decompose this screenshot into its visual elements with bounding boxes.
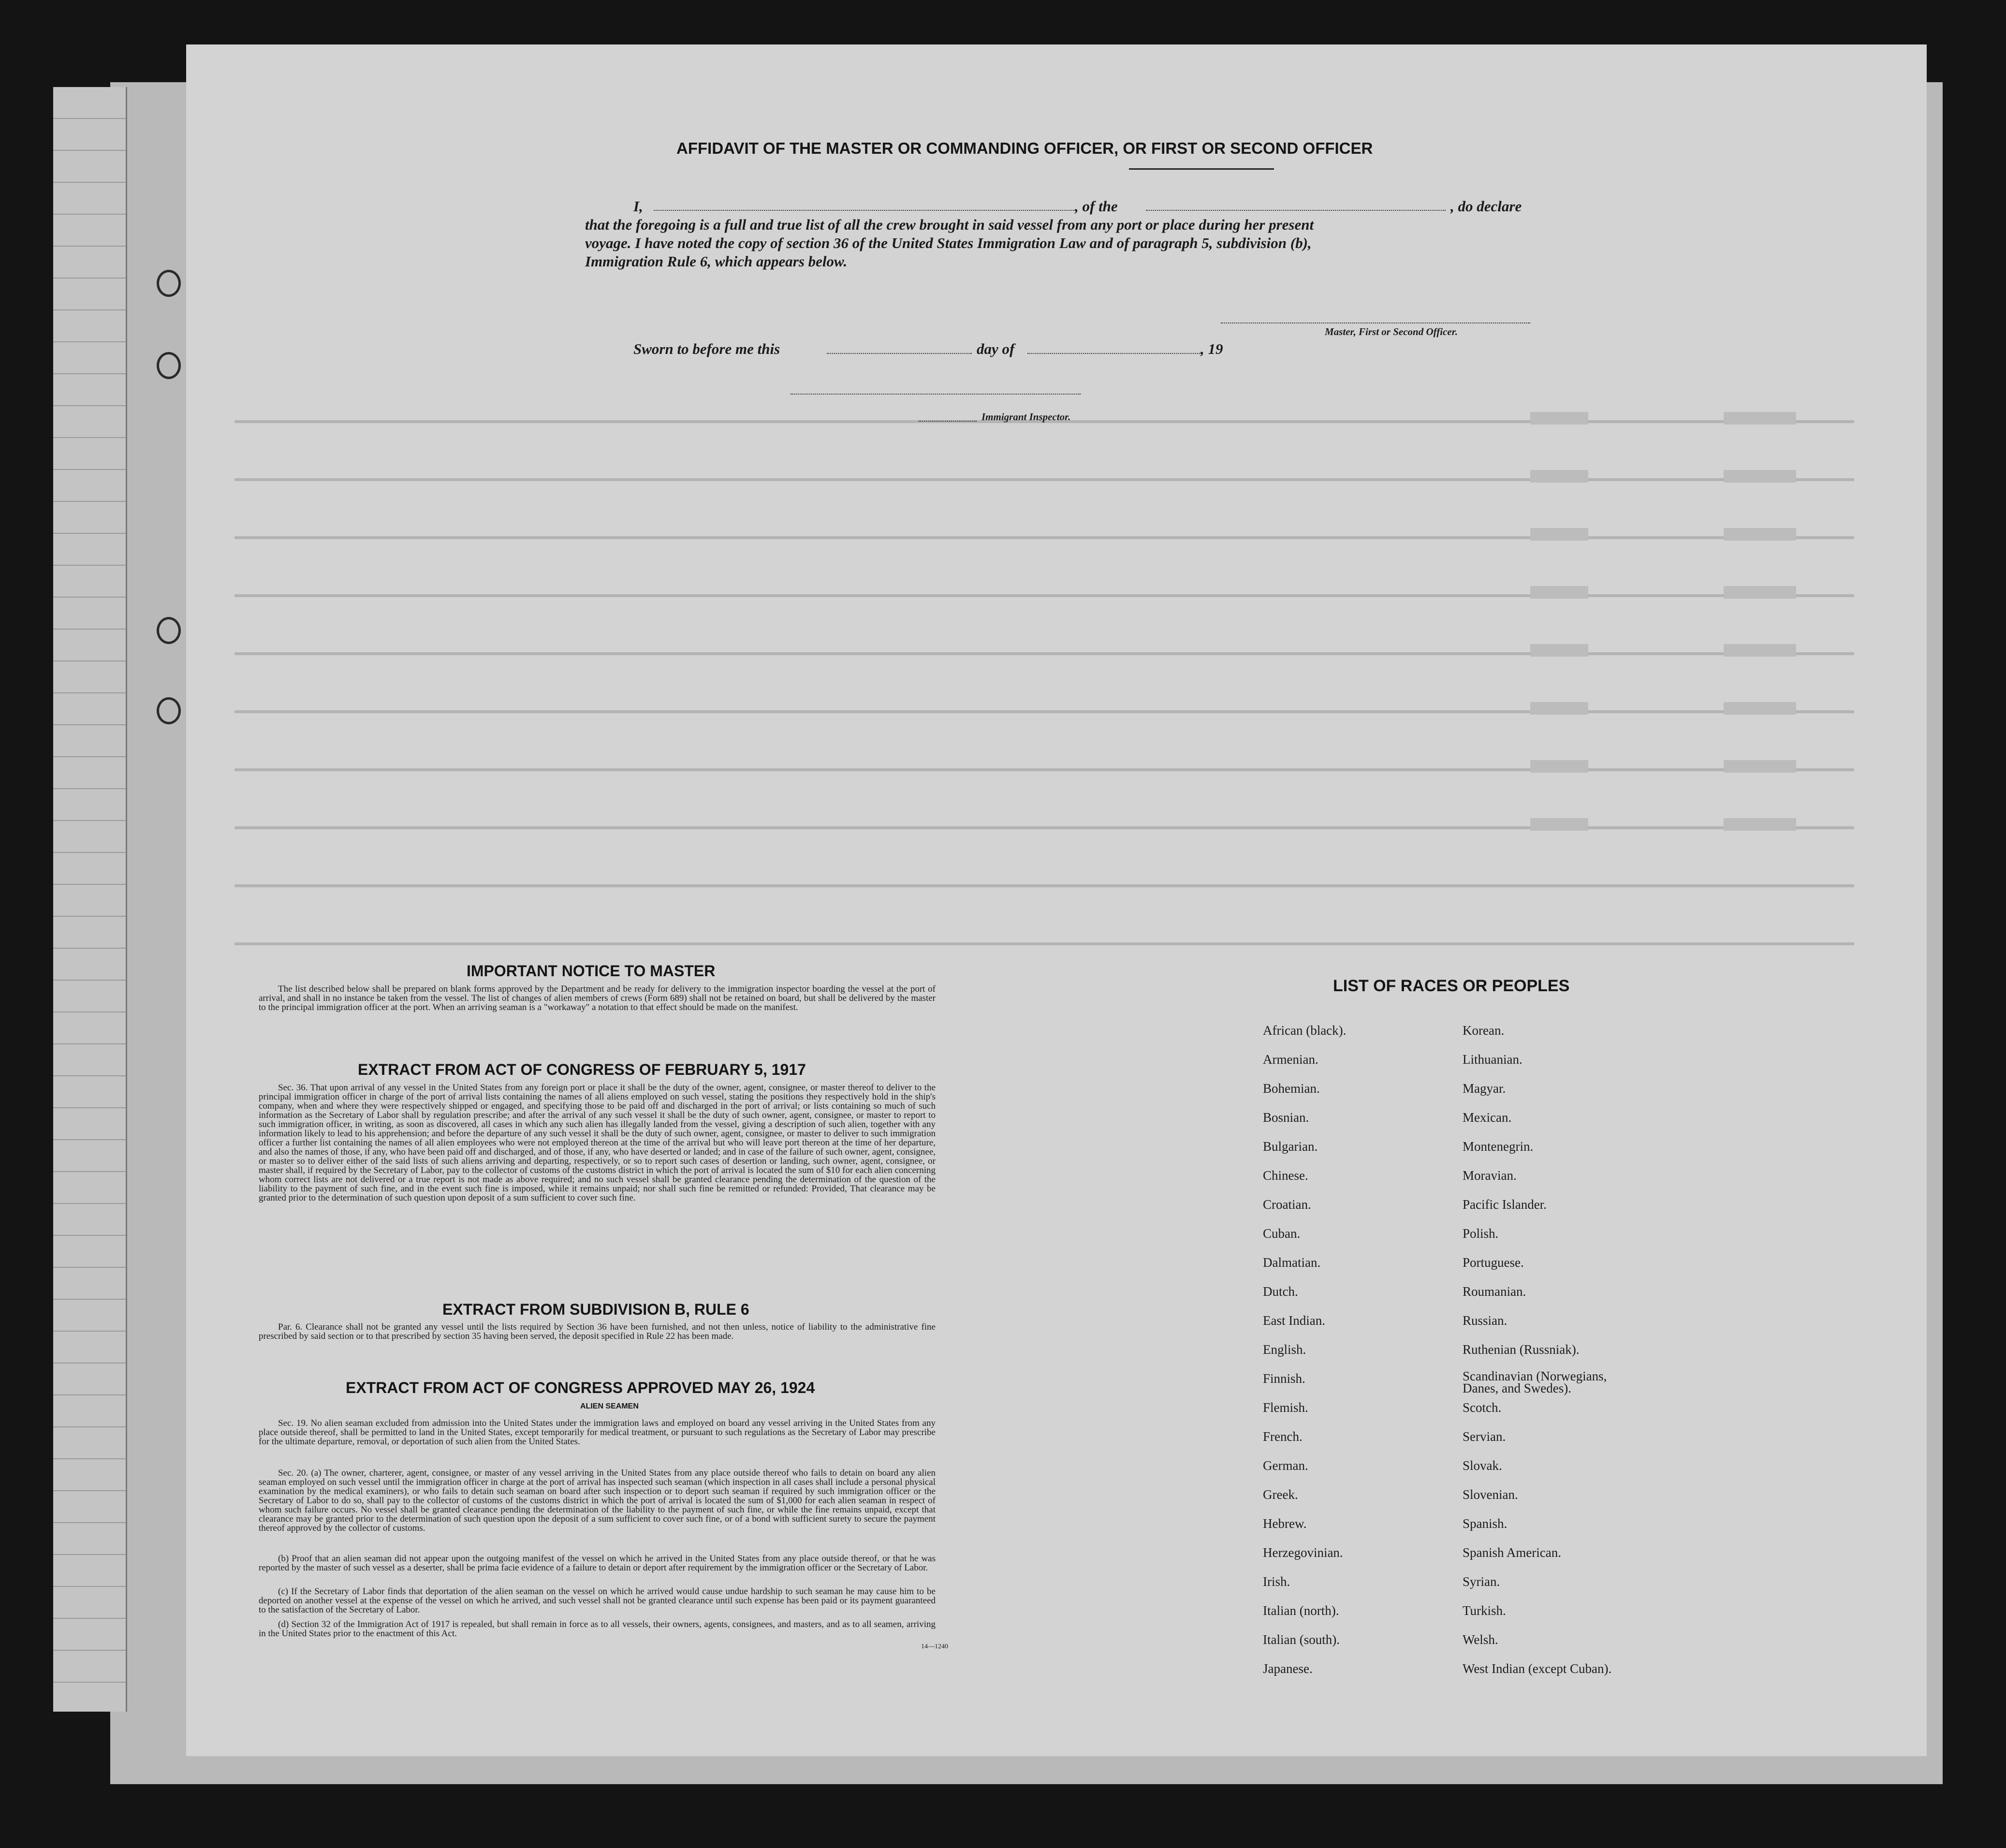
sworn-day-line	[827, 353, 972, 354]
race-item: Montenegrin.	[1463, 1139, 1534, 1154]
race-item: Italian (south).	[1263, 1632, 1340, 1647]
race-item: Syrian.	[1463, 1574, 1500, 1589]
inspector-signature-line	[791, 394, 1081, 395]
race-item: Hebrew.	[1263, 1516, 1307, 1531]
race-item: Croatian.	[1263, 1197, 1311, 1212]
declaration-of-the: , of the	[1075, 198, 1118, 215]
race-item: Dutch.	[1263, 1284, 1298, 1299]
race-item: Flemish.	[1263, 1400, 1308, 1415]
race-item: Bohemian.	[1263, 1081, 1320, 1096]
race-item: Slovak.	[1463, 1458, 1502, 1473]
form-number: 14—1240	[921, 1643, 948, 1650]
race-item: Moravian.	[1463, 1168, 1517, 1183]
race-item: East Indian.	[1263, 1313, 1325, 1328]
race-item: Turkish.	[1463, 1603, 1506, 1618]
race-item: Korean.	[1463, 1023, 1505, 1038]
declaration-line-2: that the foregoing is a full and true list of all the crew brought in said vessel from any port or place during her present	[585, 216, 1314, 233]
race-item: Magyar.	[1463, 1081, 1506, 1096]
sworn-month-line	[1027, 353, 1201, 354]
notice-text: The list described below shall be prepared on blank forms approved by the Department and be ready for delivery to the immigration inspector boarding the vessel at the port of arrival, and shall in no instance be taken from the vessel. The list of changes of alien members of crews (Form 689) shall not be retained on board, but shall be delivered by the master to the principal immigration officer at the port. When an arriving seaman is a "workaway" a notation to that effect should be made on the manifest.	[259, 984, 936, 1012]
punch-hole	[157, 617, 181, 644]
race-item: Bosnian.	[1263, 1110, 1309, 1125]
extract-rule6-title: EXTRACT FROM SUBDIVISION B, RULE 6	[442, 1301, 749, 1318]
race-item: Chinese.	[1263, 1168, 1308, 1183]
race-item: Lithuanian.	[1463, 1052, 1523, 1067]
race-item: English.	[1263, 1342, 1306, 1357]
signature-label: Master, First or Second Officer.	[1325, 326, 1458, 337]
binding-strip	[53, 87, 127, 1712]
extract-1924-title: EXTRACT FROM ACT OF CONGRESS APPROVED MAY 26, 1924	[346, 1379, 815, 1396]
affidavit-title: AFFIDAVIT OF THE MASTER OR COMMANDING OFFICER, OR FIRST OR SECOND OFFICER	[676, 139, 1373, 157]
race-item: Japanese.	[1263, 1661, 1313, 1676]
race-item: Irish.	[1263, 1574, 1290, 1589]
vessel-line	[1146, 210, 1446, 211]
race-item: Welsh.	[1463, 1632, 1498, 1647]
race-item: Russian.	[1463, 1313, 1508, 1328]
extract-1917-title: EXTRACT FROM ACT OF CONGRESS OF FEBRUARY 5, 1917	[358, 1061, 806, 1078]
race-item: Herzegovinian.	[1263, 1545, 1343, 1560]
title-rule	[1129, 168, 1274, 170]
race-item: Bulgarian.	[1263, 1139, 1318, 1154]
extract-rule6-text: Par. 6. Clearance shall not be granted any vessel until the lists required by Section 36 have been furnished, and not then unless, notice of liability to the administrative fine prescribed by said section or to that prescribed by section 35 having been served, the deposit specified in Rule 22 has been made.	[259, 1322, 936, 1341]
race-item: Armenian.	[1263, 1052, 1318, 1067]
extract-1924-sec20a: Sec. 20. (a) The owner, charterer, agent, consignee, or master of any vessel arriving in the United States from any place outside thereof who fails to detain on board any alien seaman employed on such vessel until the immigration officer in charge at the port of arrival has inspected such seaman (which inspection in all cases shall include a personal physical examination by the medical examiners), or who fails to detain such seaman on board after such inspection or to deport such seaman if required by such immigration officer or the Secretary of Labor to do so, shall pay to the collector of customs of the customs district in which the port of arrival is located the sum of $1,000 for each alien seaman in respect of whom such failure occurs. No vessel shall be granted clearance pending the determination of the liability to the payment of such fine, or while the fine remains unpaid, except that clearance may be granted prior to the determination of such question upon the deposit of a sum sufficient to cover such fine, or of a bond with sufficient surety to secure the payment thereof approved by the collector of customs.	[259, 1468, 936, 1533]
punch-hole	[157, 697, 181, 724]
inspector-label: Immigrant Inspector.	[981, 411, 1071, 423]
sworn-year: , 19	[1201, 340, 1223, 357]
race-item: African (black).	[1263, 1023, 1347, 1038]
declaration-line-4: Immigration Rule 6, which appears below.	[585, 253, 848, 270]
race-item: Spanish.	[1463, 1516, 1508, 1531]
race-item: Scandinavian (Norwegians, Danes, and Swedes).	[1463, 1369, 1607, 1395]
extract-1924-sec20b: (b) Proof that an alien seaman did not appear upon the outgoing manifest of the vessel on which he arrived in the United States from any place outside thereof, or that he was reported by the master of such vessel as a deserter, shall be prima facie evidence of a failure to detain or deport after requirement by the immigration officer or the Secretary of Labor.	[259, 1554, 936, 1573]
races-title: LIST OF RACES OR PEOPLES	[1333, 977, 1570, 995]
race-item: Portuguese.	[1463, 1255, 1524, 1270]
race-item: Finnish.	[1263, 1371, 1305, 1386]
race-item: Cuban.	[1263, 1226, 1301, 1241]
notice-title: IMPORTANT NOTICE TO MASTER	[467, 962, 716, 980]
race-item: West Indian (except Cuban).	[1463, 1661, 1612, 1676]
race-item: Slovenian.	[1463, 1487, 1518, 1502]
punch-hole	[157, 352, 181, 379]
extract-1924-sec19: Sec. 19. No alien seaman excluded from admission into the United States under the immigration laws and employed on board any vessel arriving in the United States from any place outside thereof, shall be permitted to land in the United States, except temporarily for medical treatment, or pursuant to such regulations as the Secretary of Labor may prescribe for the ultimate departure, removal, or deportation of such alien from the United States.	[259, 1418, 936, 1447]
race-item: Ruthenian (Russniak).	[1463, 1342, 1580, 1357]
race-item: Servian.	[1463, 1429, 1506, 1444]
declaration-line-3: voyage. I have noted the copy of section 36 of the United States Immigration Law and of paragraph 5, subdivision (b),	[585, 235, 1312, 251]
extract-1924-sec20c: (c) If the Secretary of Labor finds that deportation of the alien seaman on the vessel on which he arrived would cause undue hardship to such seaman he may cause him to be deported on another vessel at the expense of the vessel on which he arrived, and such vessel shall not be granted clearance until such expense has been paid or its payment guaranteed to the satisfaction of the Secretary of Labor.	[259, 1586, 936, 1615]
extract-1917-text: Sec. 36. That upon arrival of any vessel in the United States from any foreign port or place it shall be the duty of the owner, agent, consignee, or master thereof to deliver to the principal immigration officer in charge of the port of arrival lists containing the names of all aliens employed on such vessel, stating the positions they respectively hold in the ship's company, when and where they were respectively shipped or engaged, and specifying those to be paid off and discharged in the port of arrival; or lists containing so much of such information as the Secretary of Labor shall by regulation prescribe; and after the arrival of any such vessel it shall be the duty of such owner, agent, consignee, or master to report to such immigration officer, in writing, as soon as discovered, all cases in which any such alien has illegally landed from the vessel, giving a description of such alien, together with any information likely to lead to his apprehension; and before the departure of any such vessel it shall be the duty of such owner, agent, consignee, or master to deliver to such immigration officer a further list containing the names of all alien employees who were not employed thereon at the time of the arrival but who will leave port thereon at the time of her departure, and also the names of those, if any, who have been paid off and discharged, and of those, if any, who have deserted or landed; and in case of the failure of such owner, agent, consignee, or master so to deliver either of the said lists of such aliens arriving and departing, respectively, or so to report such cases of desertion or landing, such owner, agent, consignee, or master shall, if required by the Secretary of Labor, pay to the collector of customs of the customs district in which the port of arrival is located the sum of $10 for each alien concerning whom correct lists are not delivered or a true report is not made as above required; and no such vessel shall be granted clearance pending the determination of the question of the liability to the payment of such fine, and in the event such fine is imposed, while it remains unpaid; nor shall such fine be remitted or refunded: Provided, That clearance may be granted prior to the determination of such question upon deposit of a sum sufficient to cover such fine.	[259, 1083, 936, 1203]
race-item: Roumanian.	[1463, 1284, 1526, 1299]
name-line	[654, 210, 1074, 211]
sworn-day-of: day of	[977, 340, 1015, 357]
extract-1924-sec20d: (d) Section 32 of the Immigration Act of 1917 is repealed, but shall remain in force as to all vessels, their owners, agents, consignees, and masters, and as to all seamen, arriving in the United States prior to the enactment of this Act.	[259, 1619, 936, 1639]
race-item: Scotch.	[1463, 1400, 1502, 1415]
race-item: German.	[1263, 1458, 1308, 1473]
race-item: French.	[1263, 1429, 1303, 1444]
affidavit-page	[186, 44, 1927, 1756]
race-item: Greek.	[1263, 1487, 1298, 1502]
declaration-do-declare: , do declare	[1450, 198, 1522, 215]
race-item: Mexican.	[1463, 1110, 1512, 1125]
race-item: Polish.	[1463, 1226, 1499, 1241]
inspector-dot-line	[919, 421, 977, 422]
race-item: Pacific Islander.	[1463, 1197, 1547, 1212]
extract-1924-subtitle: ALIEN SEAMEN	[580, 1402, 639, 1410]
punch-hole	[157, 270, 181, 297]
race-item: Dalmatian.	[1263, 1255, 1321, 1270]
race-item: Italian (north).	[1263, 1603, 1339, 1618]
race-item: Spanish American.	[1463, 1545, 1561, 1560]
declaration-i: I,	[633, 198, 643, 215]
sworn-before: Sworn to before me this	[633, 340, 780, 357]
